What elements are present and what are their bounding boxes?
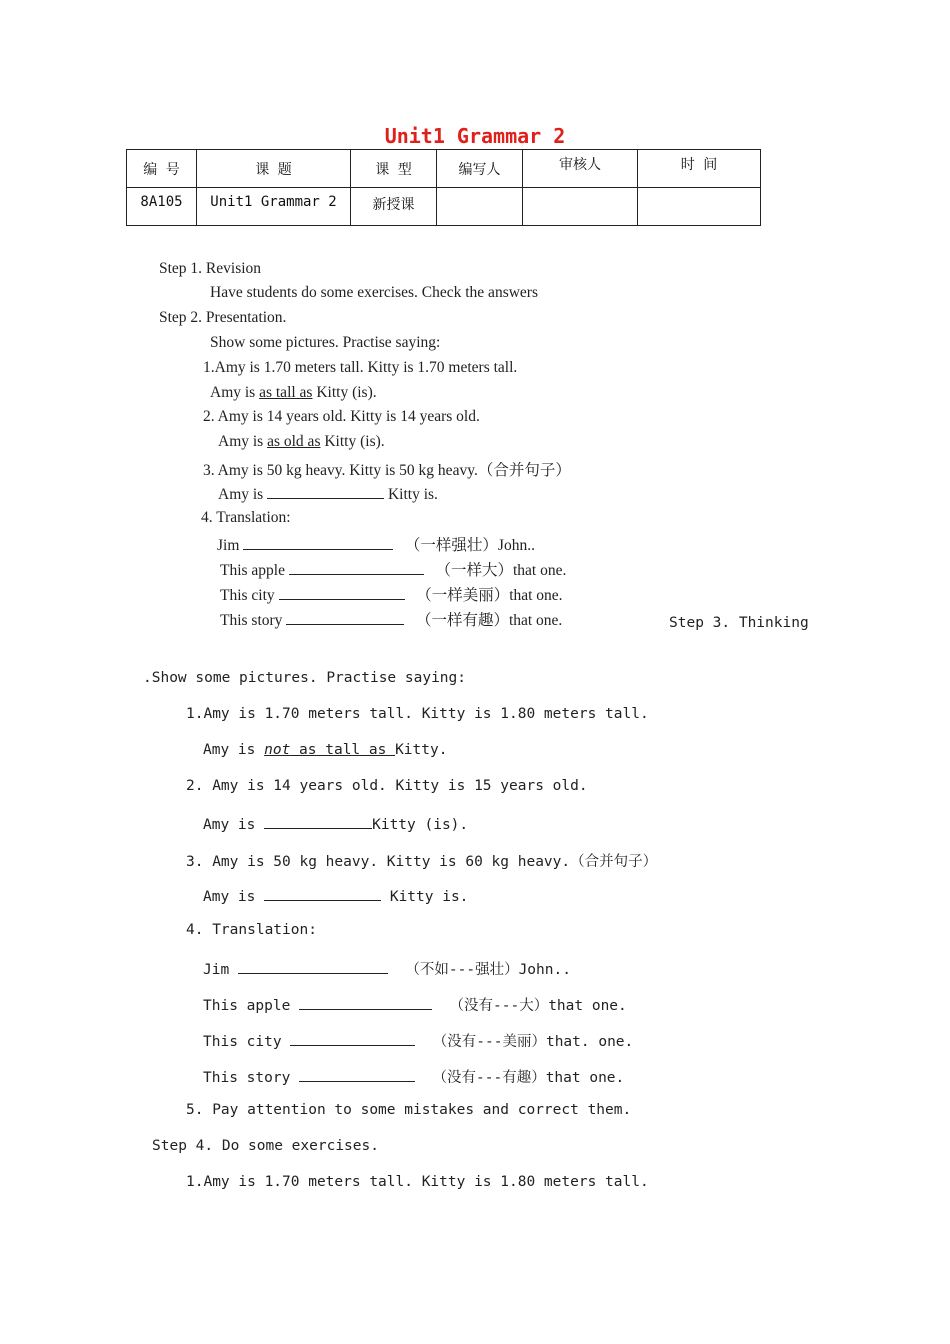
info-table: [126, 149, 761, 226]
step2-description: Show some pictures. Practise saying:: [210, 334, 441, 351]
p1-item1-prefix: Amy is: [210, 384, 256, 401]
table-header-cell: 编 号: [127, 150, 197, 188]
p2-t2-hint: （没有---大）that one.: [449, 998, 627, 1014]
p1-t4-subject: This story: [220, 612, 283, 629]
p1-item2-suffix: Kitty (is).: [324, 433, 385, 450]
p1-t3-subject: This city: [220, 587, 275, 604]
p2-item3-prefix: Amy is: [203, 889, 265, 905]
p2-item3-blank: [264, 886, 381, 901]
p2-item5: 5. Pay attention to some mistakes and correct them.: [186, 1102, 632, 1118]
p1-t3-blank: [279, 585, 405, 600]
step1-heading: Step 1. Revision: [159, 260, 262, 277]
p2-t4-subject: This story: [203, 1070, 300, 1086]
p1-item3-prefix: Amy is: [218, 486, 264, 503]
table-header-cell: 课 型: [351, 150, 437, 188]
p2-item1-fill: as tall as: [290, 742, 396, 758]
p1-item3-suffix: Kitty is.: [387, 486, 438, 503]
p2-t4-blank: [299, 1067, 415, 1082]
p1-item2-prefix: Amy is: [218, 433, 264, 450]
p2-t2-blank: [299, 995, 432, 1010]
p2-t4-hint: （没有---有趣）that one.: [432, 1070, 625, 1086]
p1-item3-answer: [218, 484, 438, 504]
p1-t4-blank: [286, 610, 404, 625]
page-title: Unit1 Grammar 2: [384, 124, 566, 148]
table-header-cell: 审核人: [523, 150, 638, 188]
table-cell: Unit1 Grammar 2: [197, 188, 351, 226]
p2-translation-3: [203, 1030, 633, 1051]
p1-t2-blank: [289, 560, 424, 575]
p2-t1-blank: [238, 959, 388, 974]
p1-translation-2: [220, 558, 566, 580]
p2-translation-1: [203, 958, 571, 979]
p1-t4-hint: （一样有趣）that one.: [415, 612, 563, 629]
table-cell: 8A105: [127, 188, 197, 226]
step2-heading: Step 2. Presentation.: [159, 309, 287, 326]
p2-item2-prefix: Amy is: [203, 817, 265, 833]
p2-t3-blank: [290, 1031, 415, 1046]
table-cell: 新授课: [351, 188, 437, 226]
step4-heading: Step 4. Do some exercises.: [152, 1138, 379, 1154]
step1-description: Have students do some exercises. Check the answers: [210, 284, 538, 301]
p2-item4: 4. Translation:: [186, 922, 317, 938]
table-cell: [638, 188, 761, 226]
p1-item1: 1.Amy is 1.70 meters tall. Kitty is 1.70 meters tall.: [203, 359, 518, 376]
p2-item1-answer: [203, 742, 447, 758]
p2-item3-suffix: Kitty is.: [381, 889, 469, 905]
p1-item2-answer: [218, 433, 385, 451]
p1-t2-subject: This apple: [220, 562, 285, 579]
p2-t2-subject: This apple: [203, 998, 300, 1014]
step3-heading: Step 3. Thinking: [669, 615, 809, 631]
p2-t1-subject: Jim: [203, 962, 238, 978]
p2-item1-prefix: Amy is: [203, 742, 265, 758]
p2-item2-answer: [203, 814, 468, 833]
p1-translation-1: [217, 533, 535, 555]
p1-t1-subject: Jim: [217, 537, 240, 554]
p1-item1-suffix: Kitty (is).: [316, 384, 377, 401]
p2-translation-4: [203, 1066, 624, 1087]
table-header-cell: 编写人: [437, 150, 523, 188]
p1-t1-blank: [243, 535, 393, 550]
p2-item1-suffix: Kitty.: [395, 742, 448, 758]
p2-item1: 1.Amy is 1.70 meters tall. Kitty is 1.80 meters tall.: [186, 706, 649, 722]
p1-item3: 3. Amy is 50 kg heavy. Kitty is 50 kg heavy.（合并句子）: [203, 462, 571, 479]
step4-item1: 1.Amy is 1.70 meters tall. Kitty is 1.80 meters tall.: [186, 1174, 649, 1190]
p1-t3-hint: （一样美丽）that one.: [416, 587, 563, 604]
p1-translation-3: [220, 583, 563, 605]
table-header-cell: 课 题: [197, 150, 351, 188]
p2-item2-blank: [264, 814, 372, 829]
p2-item3-answer: [203, 886, 468, 905]
p1-item2: 2. Amy is 14 years old. Kitty is 14 years old.: [203, 408, 480, 425]
p2-t3-subject: This city: [203, 1034, 291, 1050]
p1-translation-4: [220, 608, 562, 630]
p1-item3-blank: [267, 484, 384, 499]
p2-item1-not: not: [264, 742, 291, 758]
p1-item1-answer: [210, 384, 377, 402]
p1-item4: 4. Translation:: [201, 509, 291, 526]
p2-translation-2: [203, 994, 627, 1015]
p2-item3: 3. Amy is 50 kg heavy. Kitty is 60 kg heavy.（合并句子）: [186, 854, 658, 870]
table-header-cell: 时 间: [638, 150, 761, 188]
p2-t3-hint: （没有---美丽）that. one.: [432, 1034, 634, 1050]
p2-item2-suffix: Kitty (is).: [372, 817, 469, 833]
p1-t1-hint: （一样强壮）John..: [404, 537, 535, 554]
p1-t2-hint: （一样大）that one.: [435, 562, 567, 579]
table-cell: [523, 188, 638, 226]
p1-item1-fill: as tall as: [259, 384, 313, 401]
table-cell: [437, 188, 523, 226]
p2-item2: 2. Amy is 14 years old. Kitty is 15 years old.: [186, 778, 588, 794]
p1-item2-fill: as old as: [267, 433, 321, 450]
p2-intro: .Show some pictures. Practise saying:: [143, 670, 467, 686]
p2-t1-hint: （不如---强壮）John..: [405, 962, 571, 978]
